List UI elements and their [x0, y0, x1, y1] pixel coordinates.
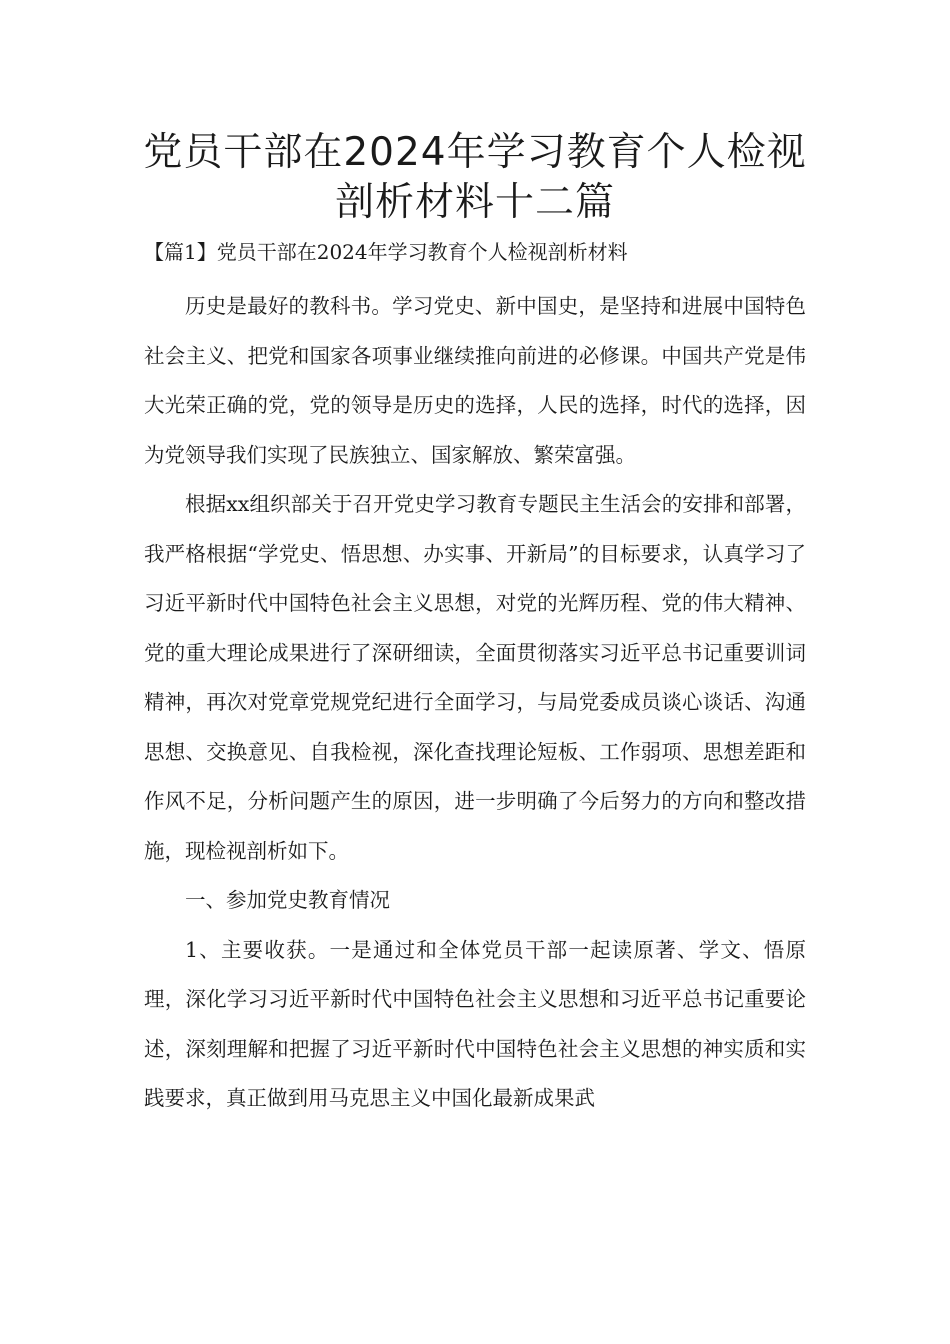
paragraph-1: 历史是最好的教科书。学习党史、新中国史，是坚持和进展中国特色社会主义、把党和国家各项事业继续推向前进的必修课。中国共产党是伟大光荣正确的党，党的领导是历史的选择，人民的选择，时代的选择，因为党领导我们实现了民族独立、国家解放、繁荣富强。 — [144, 294, 806, 467]
document-title-line-1: 党员干部在2024年学习教育个人检视 — [143, 130, 807, 175]
paragraph-2: 根据xx组织部关于召开党史学习教育专题民主生活会的安排和部署，我严格根据“学党史、悟思想、办实事、开新局”的目标要求，认真学习了习近平新时代中国特色社会主义思想，对党的光辉历程、党的伟大精神、党的重大理论成果进行了深研细读，全面贯彻落实习近平总书记重要训词精神，再次对党章党规党纪进行全面学习，与局党委成员谈心谈话、沟通思想、交换意见、自我检视，深化查找理论短板、工作弱项、思想差距和作风不足，分析问题产生的原因，进一步明确了今后努力的方向和整改措施，现检视剖析如下。 — [144, 492, 806, 863]
document-title-line-2: 剖析材料十二篇 — [334, 180, 615, 225]
document-body — [144, 282, 806, 1124]
section-heading: 【篇1】党员干部在2024年学习教育个人检视剖析材料 — [144, 240, 628, 264]
paragraph-4: 1、主要收获。一是通过和全体党员干部一起读原著、学文、悟原理，深化学习习近平新时代中国特色社会主义思想和习近平总书记重要论述，深刻理解和把握了习近平新时代中国特色社会主义思想的神实质和实践要求，真正做到用马克思主义中国化最新成果武 — [144, 937, 806, 1110]
paragraph-3-heading: 一、参加党史教育情况 — [185, 888, 390, 912]
